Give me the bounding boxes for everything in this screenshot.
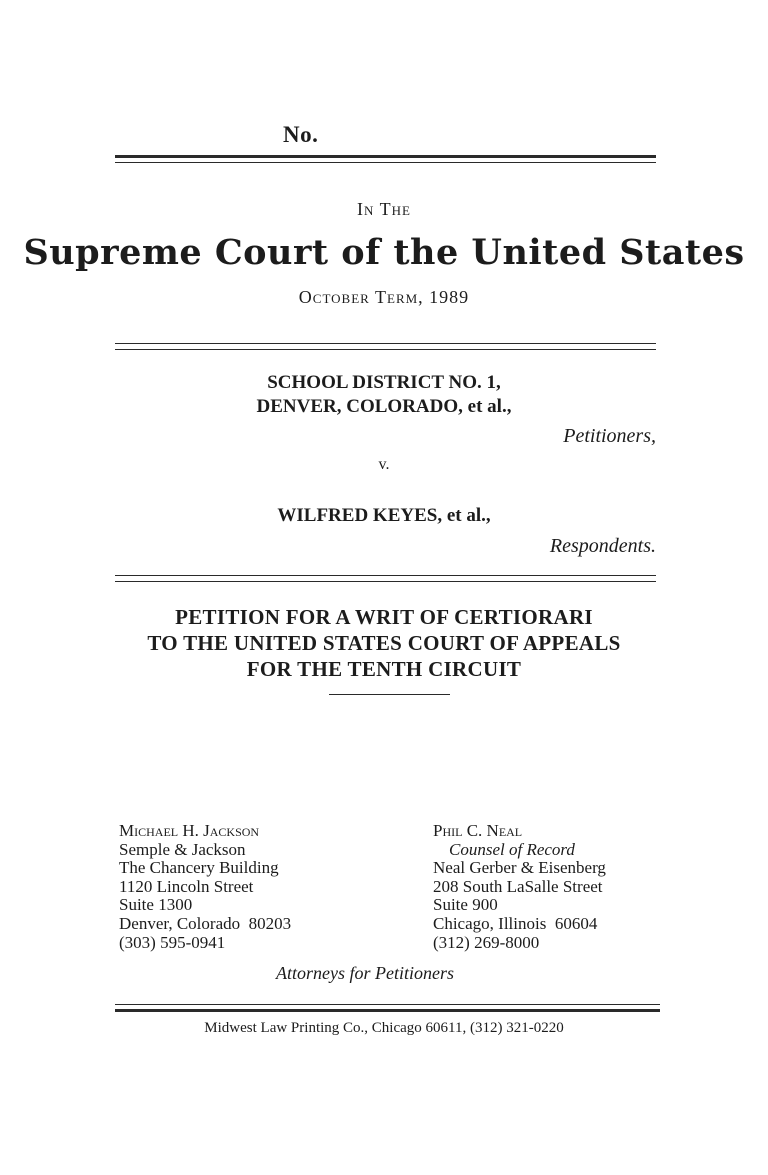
counsel-right-city: Chicago, Illinois 60604	[433, 913, 598, 933]
term-heading: October Term, 1989	[298, 287, 470, 307]
counsel-right-role: Counsel of Record	[449, 839, 575, 859]
counsel-right-block	[433, 822, 606, 952]
counsel-right-name: Phil C. Neal	[433, 821, 523, 840]
bottom-rule-thin	[115, 1004, 660, 1005]
heading-rule-bottom	[115, 349, 656, 350]
counsel-left-building: The Chancery Building	[119, 858, 279, 878]
counsel-left-suite: Suite 1300	[119, 895, 193, 915]
document-title-line1: PETITION FOR A WRIT OF CERTIORARI	[175, 605, 593, 629]
attorneys-for-petitioners: Attorneys for Petitioners	[276, 963, 454, 983]
court-name: Supreme Court of the United States	[23, 232, 745, 273]
counsel-right-phone: (312) 269-8000	[433, 932, 540, 952]
caption-rule-top	[115, 575, 656, 576]
top-rule-thick	[115, 155, 656, 158]
counsel-left-city: Denver, Colorado 80203	[119, 913, 292, 933]
respondents-role: Respondents.	[549, 535, 656, 557]
counsel-left-phone: (303) 595-0941	[119, 932, 226, 952]
counsel-left-block	[119, 822, 291, 952]
top-rule-thin	[115, 162, 656, 163]
counsel-left-firm: Semple & Jackson	[119, 839, 246, 859]
counsel-left-name: Michael H. Jackson	[119, 821, 260, 840]
title-short-rule	[329, 694, 450, 695]
petitioner-name-line2: DENVER, COLORADO, et al.,	[256, 396, 512, 417]
petitioners-role: Petitioners,	[563, 425, 656, 447]
docket-number: No.	[283, 122, 319, 147]
petitioner-name-line1: SCHOOL DISTRICT NO. 1,	[267, 372, 501, 393]
counsel-right-street: 208 South LaSalle Street	[433, 876, 603, 896]
caption-rule-bottom	[115, 581, 656, 582]
heading-rule-top	[115, 343, 656, 344]
counsel-left-street: 1120 Lincoln Street	[119, 876, 254, 896]
respondent-name: WILFRED KEYES, et al.,	[277, 505, 491, 526]
counsel-right-suite: Suite 900	[433, 895, 498, 915]
printer-line: Midwest Law Printing Co., Chicago 60611, (312) 321-0220	[204, 1020, 564, 1036]
bottom-rule-thick	[115, 1009, 660, 1012]
document-title-line3: FOR THE TENTH CIRCUIT	[246, 657, 522, 681]
document-title	[0, 604, 768, 682]
in-the-heading: In The	[357, 199, 411, 219]
versus: v.	[378, 456, 390, 473]
counsel-right-firm: Neal Gerber & Eisenberg	[433, 858, 606, 878]
document-title-line2: TO THE UNITED STATES COURT OF APPEALS	[147, 631, 621, 655]
